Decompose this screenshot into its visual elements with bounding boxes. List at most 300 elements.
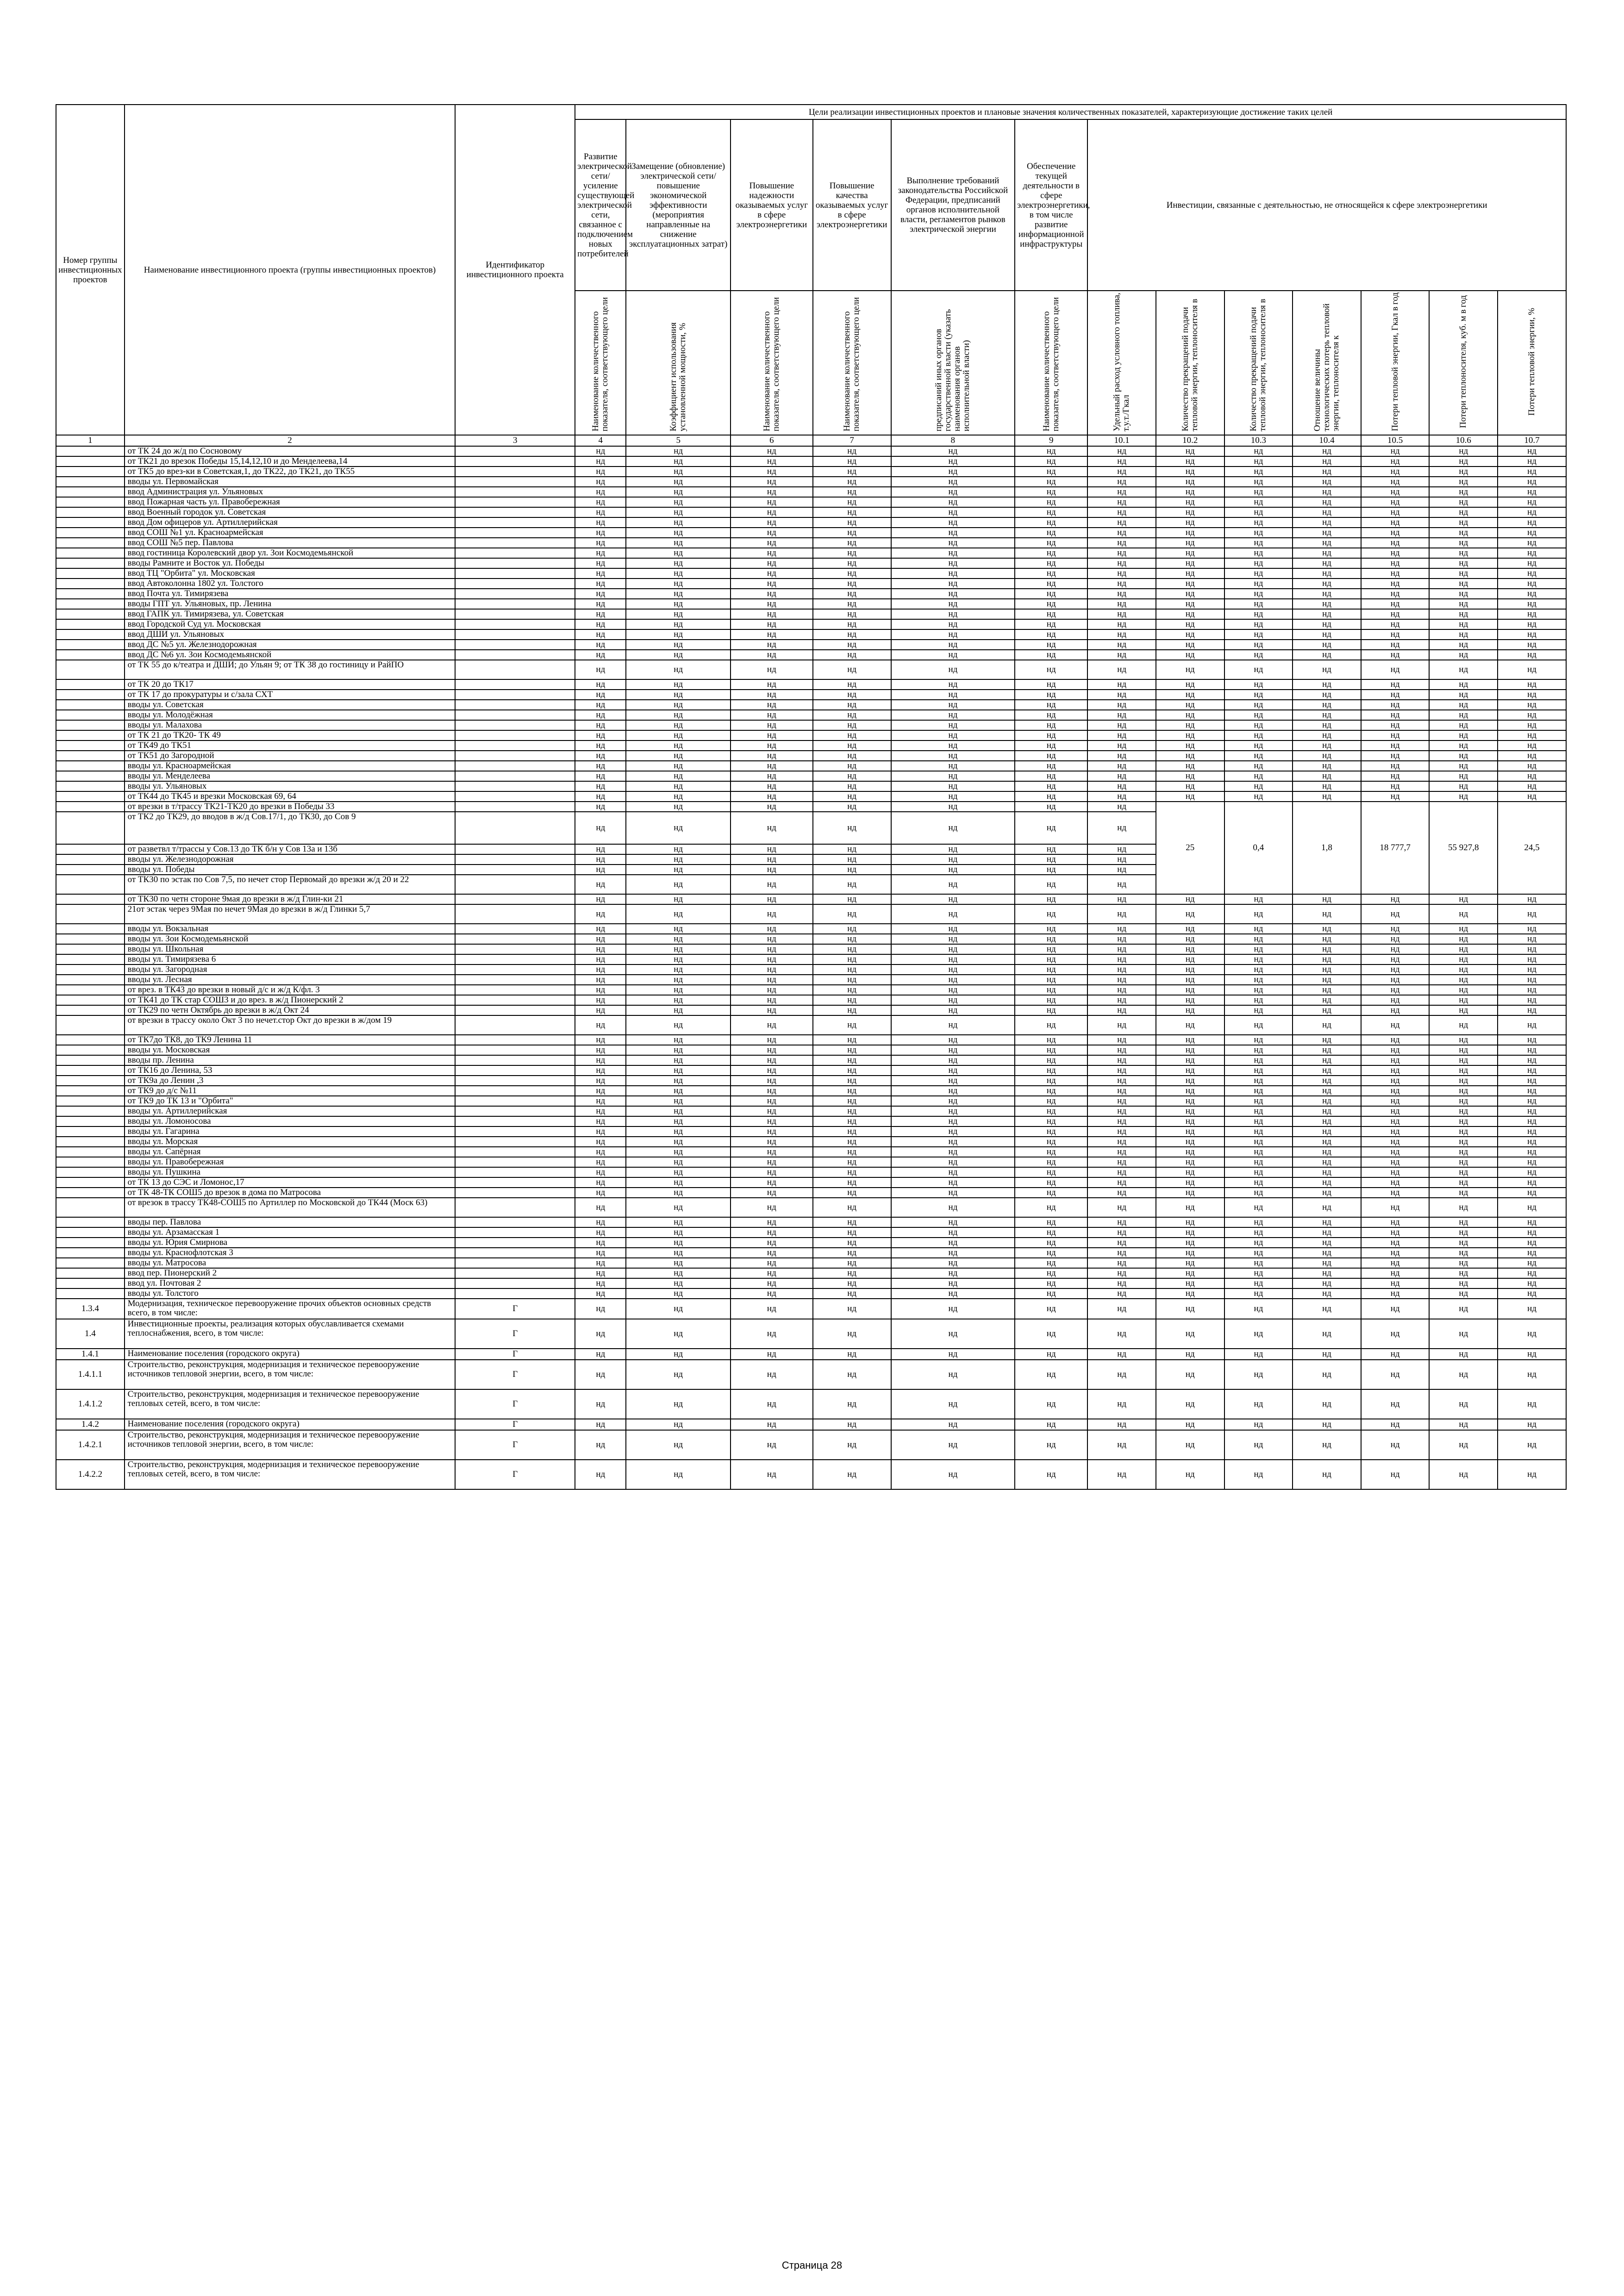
value-cell: нд (1015, 528, 1087, 538)
value-cell: нд (731, 1258, 813, 1268)
value-cell: нд (1429, 1076, 1498, 1086)
value-cell: нд (813, 1065, 891, 1076)
value-cell: нд (813, 812, 891, 844)
value-cell: нд (813, 761, 891, 771)
value-cell: нд (1015, 599, 1087, 609)
value-cell: нд (1293, 487, 1361, 497)
value-cell: нд (1156, 1005, 1224, 1015)
table-row (56, 548, 1566, 558)
value-cell: нд (626, 1288, 731, 1299)
value-cell: нд (1224, 1299, 1293, 1319)
value-cell: нд (731, 568, 813, 579)
value-cell: нд (1429, 730, 1498, 740)
value-cell: нд (1293, 660, 1361, 679)
value-cell: нд (1224, 924, 1293, 934)
value-cell: нд (891, 1015, 1015, 1035)
value-cell: нд (813, 1055, 891, 1065)
value-cell: нд (1224, 944, 1293, 954)
project-id-cell: Г (455, 1349, 575, 1360)
value-cell: нд (1156, 446, 1224, 456)
value-cell: нд (891, 619, 1015, 629)
value-cell: нд (891, 740, 1015, 751)
value-cell: нд (1015, 477, 1087, 487)
value-cell: нд (731, 1419, 813, 1430)
value-cell: нд (731, 446, 813, 456)
value-cell: нд (1361, 924, 1430, 934)
value-cell: нд (1293, 1188, 1361, 1198)
project-id-cell (455, 1096, 575, 1106)
value-cell: нд (1015, 975, 1087, 985)
project-name-cell: от ТК5 до врез-ки в Советская,1, до ТК22, до ТК21, до ТК55 (125, 467, 456, 477)
value-cell: нд (1224, 1035, 1293, 1045)
project-id-cell (455, 771, 575, 781)
project-id-cell: Г (455, 1299, 575, 1319)
merged-value-cell: 1,8 (1293, 802, 1361, 894)
value-cell: нд (575, 730, 626, 740)
value-cell: нд (575, 558, 626, 568)
value-cell: нд (891, 1167, 1015, 1177)
project-id-cell: Г (455, 1389, 575, 1419)
value-cell: нд (891, 579, 1015, 589)
value-cell: нд (1087, 1248, 1156, 1258)
value-cell: нд (1429, 1015, 1498, 1035)
table-row (56, 1116, 1566, 1126)
project-id-cell (455, 1086, 575, 1096)
value-cell: нд (1087, 934, 1156, 944)
value-cell: нд (1361, 1278, 1430, 1288)
value-cell: нд (1498, 894, 1566, 904)
project-name-cell: вводы ул. Победы (125, 865, 456, 875)
value-cell: нд (1293, 517, 1361, 528)
project-name-cell: от ТК49 до ТК51 (125, 740, 456, 751)
value-cell: нд (1361, 679, 1430, 690)
value-cell: нд (813, 1217, 891, 1227)
value-cell: нд (1361, 568, 1430, 579)
value-cell: нд (813, 1238, 891, 1248)
value-cell: нд (891, 1248, 1015, 1258)
group-number-cell (56, 487, 125, 497)
value-cell: нд (891, 589, 1015, 599)
value-cell: нд (1498, 1217, 1566, 1227)
header-group-number: Номер группы инвестиционных проектов (56, 105, 125, 435)
group-number-cell (56, 1015, 125, 1035)
value-cell: нд (1293, 1288, 1361, 1299)
value-cell: нд (626, 660, 731, 679)
value-cell: нд (1087, 1005, 1156, 1015)
project-id-cell (455, 1147, 575, 1157)
value-cell: нд (1498, 944, 1566, 954)
value-cell: нд (575, 568, 626, 579)
value-cell: нд (1293, 1238, 1361, 1248)
project-id-cell (455, 812, 575, 844)
group-number-cell (56, 1076, 125, 1086)
value-cell: нд (1429, 558, 1498, 568)
value-cell: нд (731, 579, 813, 589)
project-id-cell (455, 944, 575, 954)
value-cell: нд (1087, 844, 1156, 854)
value-cell: нд (1293, 700, 1361, 710)
value-cell: нд (1361, 954, 1430, 964)
value-cell: нд (731, 844, 813, 854)
value-cell: нд (1224, 1116, 1293, 1126)
value-cell: нд (626, 740, 731, 751)
table-row (56, 619, 1566, 629)
value-cell: нд (1156, 1349, 1224, 1360)
value-cell: нд (1015, 1258, 1087, 1268)
value-cell: нд (1087, 802, 1156, 812)
value-cell: нд (1087, 579, 1156, 589)
value-cell: нд (1361, 467, 1430, 477)
value-cell: нд (1498, 1137, 1566, 1147)
subheader-8: предписаний иных органов государственной власти (указать наименования органов исполнительной власти) (934, 309, 972, 431)
value-cell: нд (1498, 1288, 1566, 1299)
value-cell: нд (1015, 1217, 1087, 1227)
value-cell: нд (1224, 771, 1293, 781)
value-cell: нд (1224, 487, 1293, 497)
value-cell: нд (575, 497, 626, 507)
value-cell: нд (1087, 1045, 1156, 1055)
table-row (56, 1167, 1566, 1177)
value-cell: нд (626, 467, 731, 477)
value-cell: нд (1429, 1360, 1498, 1389)
project-id-cell (455, 904, 575, 924)
table-row (56, 1360, 1566, 1389)
group-number-cell (56, 1086, 125, 1096)
value-cell: нд (1429, 609, 1498, 619)
value-cell: нд (1224, 1268, 1293, 1278)
value-cell: нд (1293, 730, 1361, 740)
group-number-cell (56, 865, 125, 875)
value-cell: нд (575, 1096, 626, 1106)
project-id-cell (455, 894, 575, 904)
value-cell: нд (1498, 1430, 1566, 1460)
value-cell: нд (1429, 456, 1498, 467)
value-cell: нд (813, 1086, 891, 1096)
value-cell: нд (1156, 1360, 1224, 1389)
value-cell: нд (813, 944, 891, 954)
value-cell: нд (1361, 660, 1430, 679)
value-cell: нд (813, 548, 891, 558)
value-cell: нд (1293, 579, 1361, 589)
table-row (56, 1217, 1566, 1227)
subheader-6: Наименование количественного показателя, соответствующего цели (762, 297, 781, 431)
value-cell: нд (731, 1157, 813, 1167)
value-cell: нд (626, 1389, 731, 1419)
value-cell: нд (1429, 985, 1498, 995)
value-cell: нд (1087, 1106, 1156, 1116)
value-cell: нд (1015, 1126, 1087, 1137)
value-cell: нд (813, 791, 891, 802)
value-cell: нд (1015, 1349, 1087, 1360)
table-row (56, 1258, 1566, 1268)
value-cell: нд (1361, 517, 1430, 528)
value-cell: нд (813, 589, 891, 599)
value-cell: нд (1429, 975, 1498, 985)
group-number-cell (56, 1005, 125, 1015)
value-cell: нд (1015, 589, 1087, 599)
value-cell: нд (1015, 1086, 1087, 1096)
value-cell: нд (1224, 1188, 1293, 1198)
value-cell: нд (575, 640, 626, 650)
value-cell: нд (1429, 995, 1498, 1005)
value-cell: нд (1087, 477, 1156, 487)
value-cell: нд (1361, 1147, 1430, 1157)
value-cell: нд (1156, 1015, 1224, 1035)
project-id-cell (455, 710, 575, 720)
column-number: 2 (125, 435, 456, 446)
value-cell: нд (575, 1045, 626, 1055)
value-cell: нд (1293, 1116, 1361, 1126)
group-number-cell (56, 1106, 125, 1116)
project-name-cell: Строительство, реконструкция, модернизация и техническое перевооружение тепловых сетей, всего, в том числе: (125, 1460, 456, 1489)
value-cell: нд (1015, 964, 1087, 975)
value-cell: нд (1429, 934, 1498, 944)
value-cell: нд (1498, 924, 1566, 934)
value-cell: нд (813, 720, 891, 730)
value-cell: нд (1361, 1096, 1430, 1106)
value-cell: нд (1156, 497, 1224, 507)
value-cell: нд (1293, 629, 1361, 640)
value-cell: нд (626, 568, 731, 579)
value-cell: нд (1156, 1288, 1224, 1299)
value-cell: нд (813, 1076, 891, 1086)
value-cell: нд (1156, 1086, 1224, 1096)
value-cell: нд (731, 1137, 813, 1147)
table-row (56, 579, 1566, 589)
value-cell: нд (1429, 548, 1498, 558)
project-id-cell (455, 924, 575, 934)
project-id-cell (455, 1227, 575, 1238)
value-cell: нд (575, 1126, 626, 1137)
value-cell: нд (575, 761, 626, 771)
project-name-cell: от врезки в трассу около Окт 3 по нечет.стор Окт до врезки в ж/дом 19 (125, 1015, 456, 1035)
value-cell: нд (575, 477, 626, 487)
table-row (56, 781, 1566, 791)
value-cell: нд (1087, 751, 1156, 761)
value-cell: нд (1087, 1360, 1156, 1389)
value-cell: нд (813, 690, 891, 700)
value-cell: нд (1429, 720, 1498, 730)
value-cell: нд (1361, 1086, 1430, 1096)
value-cell: нд (1224, 1460, 1293, 1489)
group-number-cell (56, 964, 125, 975)
value-cell: нд (1087, 1147, 1156, 1157)
value-cell: нд (1498, 1278, 1566, 1288)
project-id-cell (455, 1258, 575, 1268)
project-name-cell: вводы ул. Первомайская (125, 477, 456, 487)
value-cell: нд (575, 1460, 626, 1489)
value-cell: нд (1293, 710, 1361, 720)
header-project-id: Идентификатор инвестиционного проекта (455, 105, 575, 435)
project-id-cell (455, 1065, 575, 1076)
value-cell: нд (1015, 771, 1087, 781)
column-number: 1 (56, 435, 125, 446)
value-cell: нд (1087, 1460, 1156, 1489)
value-cell: нд (1224, 548, 1293, 558)
value-cell: нд (1293, 1389, 1361, 1419)
project-id-cell (455, 528, 575, 538)
project-id-cell (455, 579, 575, 589)
value-cell: нд (891, 548, 1015, 558)
project-name-cell: ввод пер. Пионерский 2 (125, 1268, 456, 1278)
value-cell: нд (1293, 1076, 1361, 1086)
value-cell: нд (1156, 761, 1224, 771)
value-cell: нд (731, 1430, 813, 1460)
value-cell: нд (813, 924, 891, 934)
value-cell: нд (1224, 1005, 1293, 1015)
value-cell: нд (891, 802, 1015, 812)
value-cell: нд (1293, 1419, 1361, 1430)
group-number-cell: 1.4.1.1 (56, 1360, 125, 1389)
value-cell: нд (626, 944, 731, 954)
value-cell: нд (1429, 1319, 1498, 1349)
value-cell: нд (1293, 1055, 1361, 1065)
value-cell: нд (626, 854, 731, 865)
project-name-cell: вводы ул. Молодёжная (125, 710, 456, 720)
value-cell: нд (731, 650, 813, 660)
value-cell: нд (731, 791, 813, 802)
value-cell: нд (626, 538, 731, 548)
table-row (56, 528, 1566, 538)
value-cell: нд (1293, 679, 1361, 690)
value-cell: нд (1015, 1177, 1087, 1188)
value-cell: нд (626, 720, 731, 730)
value-cell: нд (626, 609, 731, 619)
value-cell: нд (1293, 619, 1361, 629)
value-cell: нд (1293, 589, 1361, 599)
group-number-cell (56, 1248, 125, 1258)
subheader-7: Наименование количественного показателя, соответствующего цели (842, 297, 862, 431)
value-cell: нд (891, 1460, 1015, 1489)
value-cell: нд (1015, 1096, 1087, 1106)
value-cell: нд (626, 924, 731, 934)
group-number-cell (56, 894, 125, 904)
value-cell: нд (731, 517, 813, 528)
value-cell: нд (1293, 1198, 1361, 1217)
value-cell: нд (626, 1460, 731, 1489)
value-cell: нд (575, 934, 626, 944)
value-cell: нд (1429, 1299, 1498, 1319)
value-cell: нд (1224, 1258, 1293, 1268)
project-name-cell: ввод гостиница Королевский двор ул. Зои Космодемьянской (125, 548, 456, 558)
value-cell: нд (813, 1299, 891, 1319)
group-number-cell (56, 446, 125, 456)
value-cell: нд (813, 1126, 891, 1137)
value-cell: нд (813, 640, 891, 650)
value-cell: нд (731, 467, 813, 477)
value-cell: нд (1156, 1116, 1224, 1126)
value-cell: нд (1224, 1177, 1293, 1188)
value-cell: нд (626, 812, 731, 844)
value-cell: нд (1293, 507, 1361, 517)
value-cell: нд (891, 730, 1015, 740)
table-row (56, 995, 1566, 1005)
value-cell: нд (1293, 497, 1361, 507)
group-number-cell (56, 812, 125, 844)
table-row (56, 497, 1566, 507)
value-cell: нд (1015, 894, 1087, 904)
group-number-cell (56, 660, 125, 679)
value-cell: нд (1293, 1177, 1361, 1188)
table-row (56, 1278, 1566, 1288)
value-cell: нд (626, 640, 731, 650)
value-cell: нд (1361, 589, 1430, 599)
value-cell: нд (626, 985, 731, 995)
table-row (56, 650, 1566, 660)
value-cell: нд (1361, 1299, 1430, 1319)
value-cell: нд (813, 1389, 891, 1419)
value-cell: нд (575, 781, 626, 791)
value-cell: нд (626, 1055, 731, 1065)
value-cell: нд (813, 904, 891, 924)
project-id-cell (455, 1177, 575, 1188)
value-cell: нд (626, 589, 731, 599)
value-cell: нд (1429, 1238, 1498, 1248)
value-cell: нд (1224, 477, 1293, 487)
table-row (56, 802, 1566, 812)
value-cell: нд (1156, 1065, 1224, 1076)
value-cell: нд (1087, 1096, 1156, 1106)
value-cell: нд (1361, 1177, 1430, 1188)
value-cell: нд (1087, 1238, 1156, 1248)
value-cell: нд (1156, 690, 1224, 700)
value-cell: нд (1429, 1055, 1498, 1065)
value-cell: нд (626, 599, 731, 609)
value-cell: нд (1498, 599, 1566, 609)
value-cell: нд (1293, 1360, 1361, 1389)
value-cell: нд (1224, 650, 1293, 660)
value-cell: нд (1156, 1035, 1224, 1045)
value-cell: нд (1156, 1147, 1224, 1157)
project-name-cell: вводы ул. Юрия Смирнова (125, 1238, 456, 1248)
value-cell: нд (575, 1248, 626, 1258)
value-cell: нд (731, 456, 813, 467)
value-cell: нд (1498, 467, 1566, 477)
value-cell: нд (731, 477, 813, 487)
table-row (56, 1299, 1566, 1319)
value-cell: нд (1087, 1076, 1156, 1086)
header-goal-4: Развитие электрической сети/усиление существующей электрической сети, связанное с подключением новых потребителей (575, 119, 626, 291)
value-cell: нд (1361, 1005, 1430, 1015)
value-cell: нд (731, 1167, 813, 1177)
value-cell: нд (1498, 1227, 1566, 1238)
value-cell: нд (1293, 650, 1361, 660)
value-cell: нд (731, 1278, 813, 1288)
value-cell: нд (575, 1238, 626, 1248)
column-number: 3 (455, 435, 575, 446)
value-cell: нд (1361, 1227, 1430, 1238)
group-number-cell (56, 548, 125, 558)
value-cell: нд (891, 1147, 1015, 1157)
group-number-cell (56, 568, 125, 579)
value-cell: нд (1429, 1188, 1498, 1198)
value-cell: нд (1087, 1227, 1156, 1238)
group-number-cell (56, 538, 125, 548)
value-cell: нд (575, 1360, 626, 1389)
value-cell: нд (626, 1076, 731, 1086)
group-number-cell (56, 791, 125, 802)
group-number-cell (56, 995, 125, 1005)
project-name-cell: 21от эстак через 9Мая по нечет 9Мая до врезки в ж/д Глинки 5,7 (125, 904, 456, 924)
value-cell: нд (1429, 1045, 1498, 1055)
value-cell: нд (1293, 1460, 1361, 1489)
value-cell: нд (575, 619, 626, 629)
value-cell: нд (1224, 751, 1293, 761)
value-cell: нд (813, 1227, 891, 1238)
group-number-cell (56, 1198, 125, 1217)
value-cell: нд (1087, 487, 1156, 497)
value-cell: нд (813, 781, 891, 791)
